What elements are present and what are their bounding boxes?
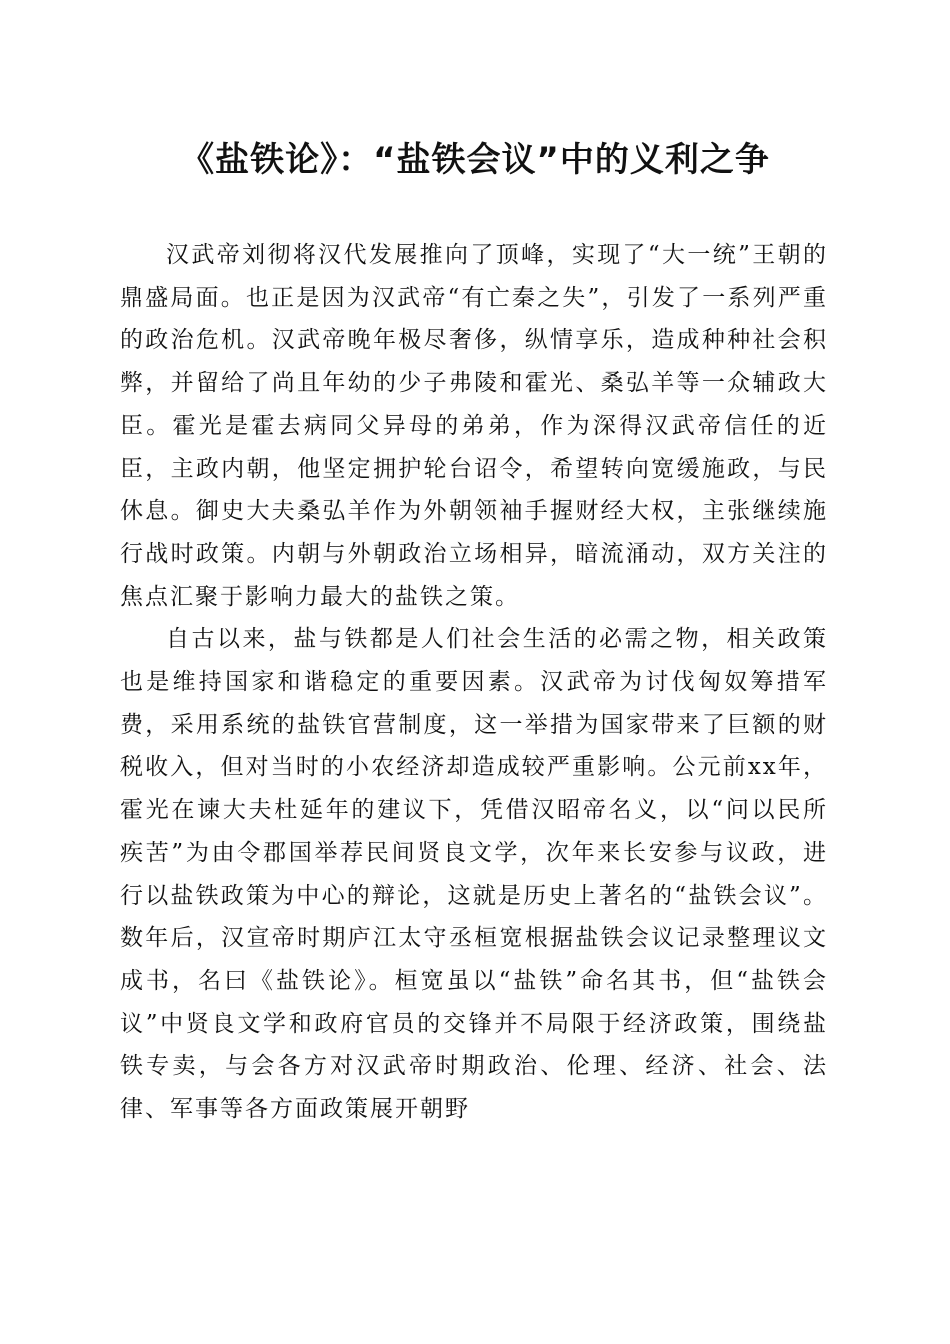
- paragraph-2: 自古以来，盐与铁都是人们社会生活的必需之物，相关政策也是维持国家和谐稳定的重要因素。汉武帝为讨伐匈奴筹措军费，采用系统的盐铁官营制度，这一举措为国家带来了巨额的财税收入，但对当时的小农经济却造成较严重影响。公元前xx年，霍光在谏大夫杜延年的建议下，凭借汉昭帝名义，以“问以民所疾苦”为由令郡国举荐民间贤良文学，次年来长安参与议政，进行以盐铁政策为中心的辩论，这就是历史上著名的“盐铁会议”。数年后，汉宣帝时期庐江太守丞桓宽根据盐铁会议记录整理议文成书，名曰《盐铁论》。桓宽虽以“盐铁”命名其书，但“盐铁会议”中贤良文学和政府官员的交锋并不局限于经济政策，围绕盐铁专卖，与会各方对汉武帝时期政治、伦理、经济、社会、法律、军事等各方面政策展开朝野: [120, 626, 828, 1123]
- paragraph-1: 汉武帝刘彻将汉代发展推向了顶峰，实现了“大一统”王朝的鼎盛局面。也正是因为汉武帝“有亡秦之失”，引发了一系列严重的政治危机。汉武帝晚年极尽奢侈，纵情享乐，造成种种社会积弊，并留给了尚且年幼的少子弗陵和霍光、桑弘羊等一众辅政大臣。霍光是霍去病同父异母的弟弟，作为深得汉武帝信任的近臣，主政内朝，他坚定拥护轮台诏令，希望转向宽缓施政，与民休息。御史大夫桑弘羊作为外朝领袖手握财经大权，主张继续施行战时政策。内朝与外朝政治立场相异，暗流涌动，双方关注的焦点汇聚于影响力最大的盐铁之策。: [120, 242, 828, 610]
- document-title: 《盐铁论》：“盐铁会议”中的义利之争: [180, 140, 770, 180]
- document-body: [120, 234, 828, 1131]
